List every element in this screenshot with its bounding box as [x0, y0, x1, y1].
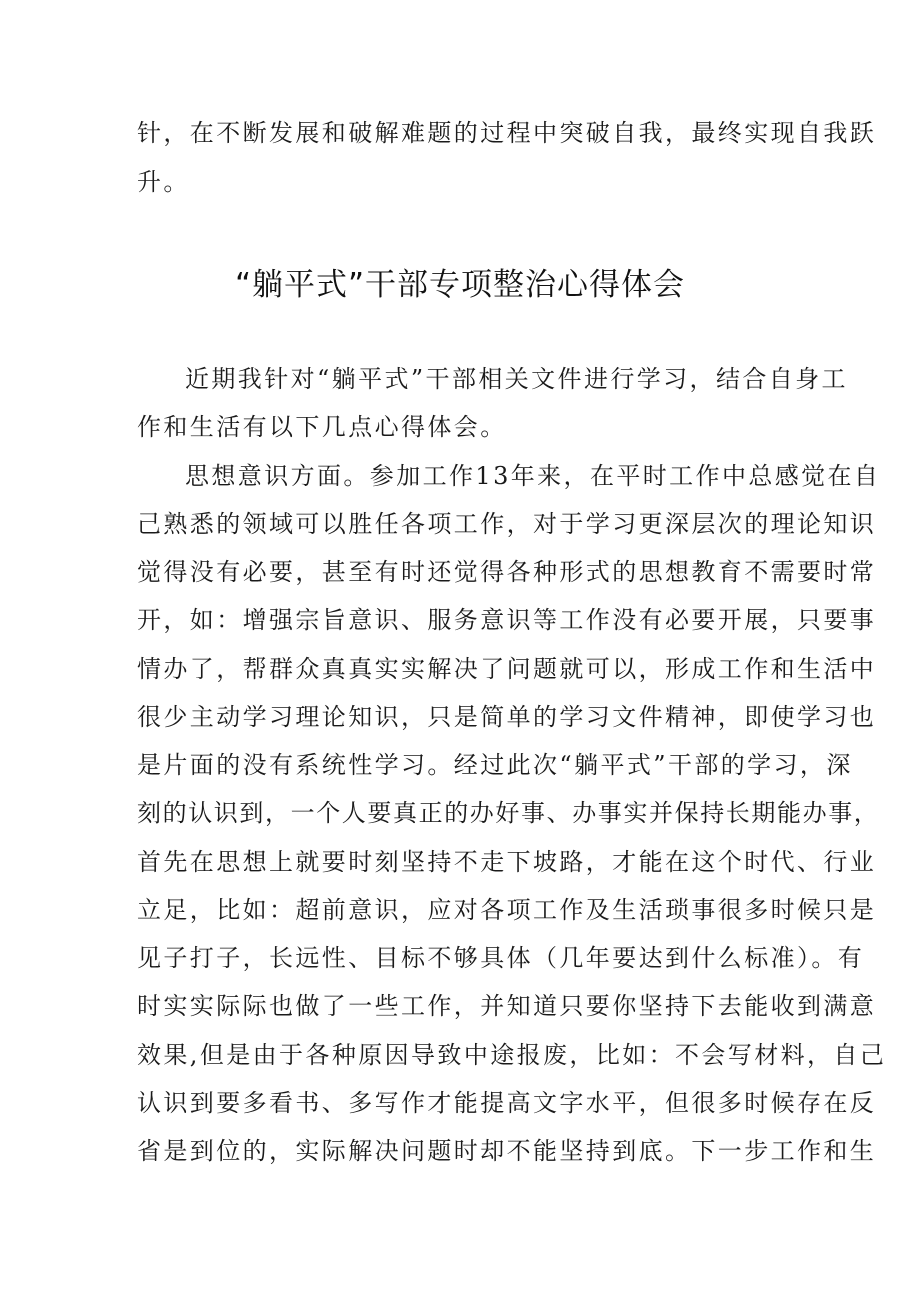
paragraph-line: 很少主动学习理论知识，只是简单的学习文件精神，即使学习也 — [137, 703, 877, 731]
paragraph-line: 刻的认识到，一个人要真正的办好事、办事实并保持长期能办事， — [137, 799, 880, 827]
paragraph-line: 首先在思想上就要时刻坚持不走下坡路，才能在这个时代、行业 — [137, 848, 877, 876]
paragraph-line: 作和生活有以下几点心得体会。 — [137, 413, 507, 441]
paragraph-line: 己熟悉的领域可以胜任各项工作，对于学习更深层次的理论知识 — [137, 510, 877, 538]
paragraph-line: 效果,但是由于各种原因导致中途报废，比如：不会写材料，自己 — [137, 1041, 887, 1069]
paragraph-line: 升。 — [137, 168, 190, 196]
paragraph-line: 开，如：增强宗旨意识、服务意识等工作没有必要开展，只要事 — [137, 606, 877, 634]
paragraph-line: 是片面的没有系统性学习。经过此次“躺平式”干部的学习，深 — [137, 751, 853, 779]
paragraph-line: 见子打子，长远性、目标不够具体（几年要达到什么标准）。有 — [137, 944, 865, 972]
paragraph-line: 时实实际际也做了一些工作，并知道只要你坚持下去能收到满意 — [137, 992, 877, 1020]
paragraph-line: 思想意识方面。参加工作13年来，在平时工作中总感觉在自 — [185, 462, 881, 490]
paragraph-line: 针，在不断发展和破解难题的过程中突破自我，最终实现自我跃 — [137, 119, 877, 147]
paragraph-line: 觉得没有必要，甚至有时还觉得各种形式的思想教育不需要时常 — [137, 558, 877, 586]
paragraph-line: 情办了，帮群众真真实实解决了问题就可以，形成工作和生活中 — [137, 655, 877, 683]
paragraph-line: 近期我针对“躺平式”干部相关文件进行学习，结合自身工 — [185, 365, 848, 393]
paragraph-line: 认识到要多看书、多写作才能提高文字水平，但很多时候存在反 — [137, 1089, 877, 1117]
paragraph-line: 省是到位的，实际解决问题时却不能坚持到底。下一步工作和生 — [137, 1137, 877, 1165]
document-title: “躺平式”干部专项整治心得体会 — [234, 267, 686, 303]
paragraph-line: 立足，比如：超前意识，应对各项工作及生活琐事很多时候只是 — [137, 896, 877, 924]
